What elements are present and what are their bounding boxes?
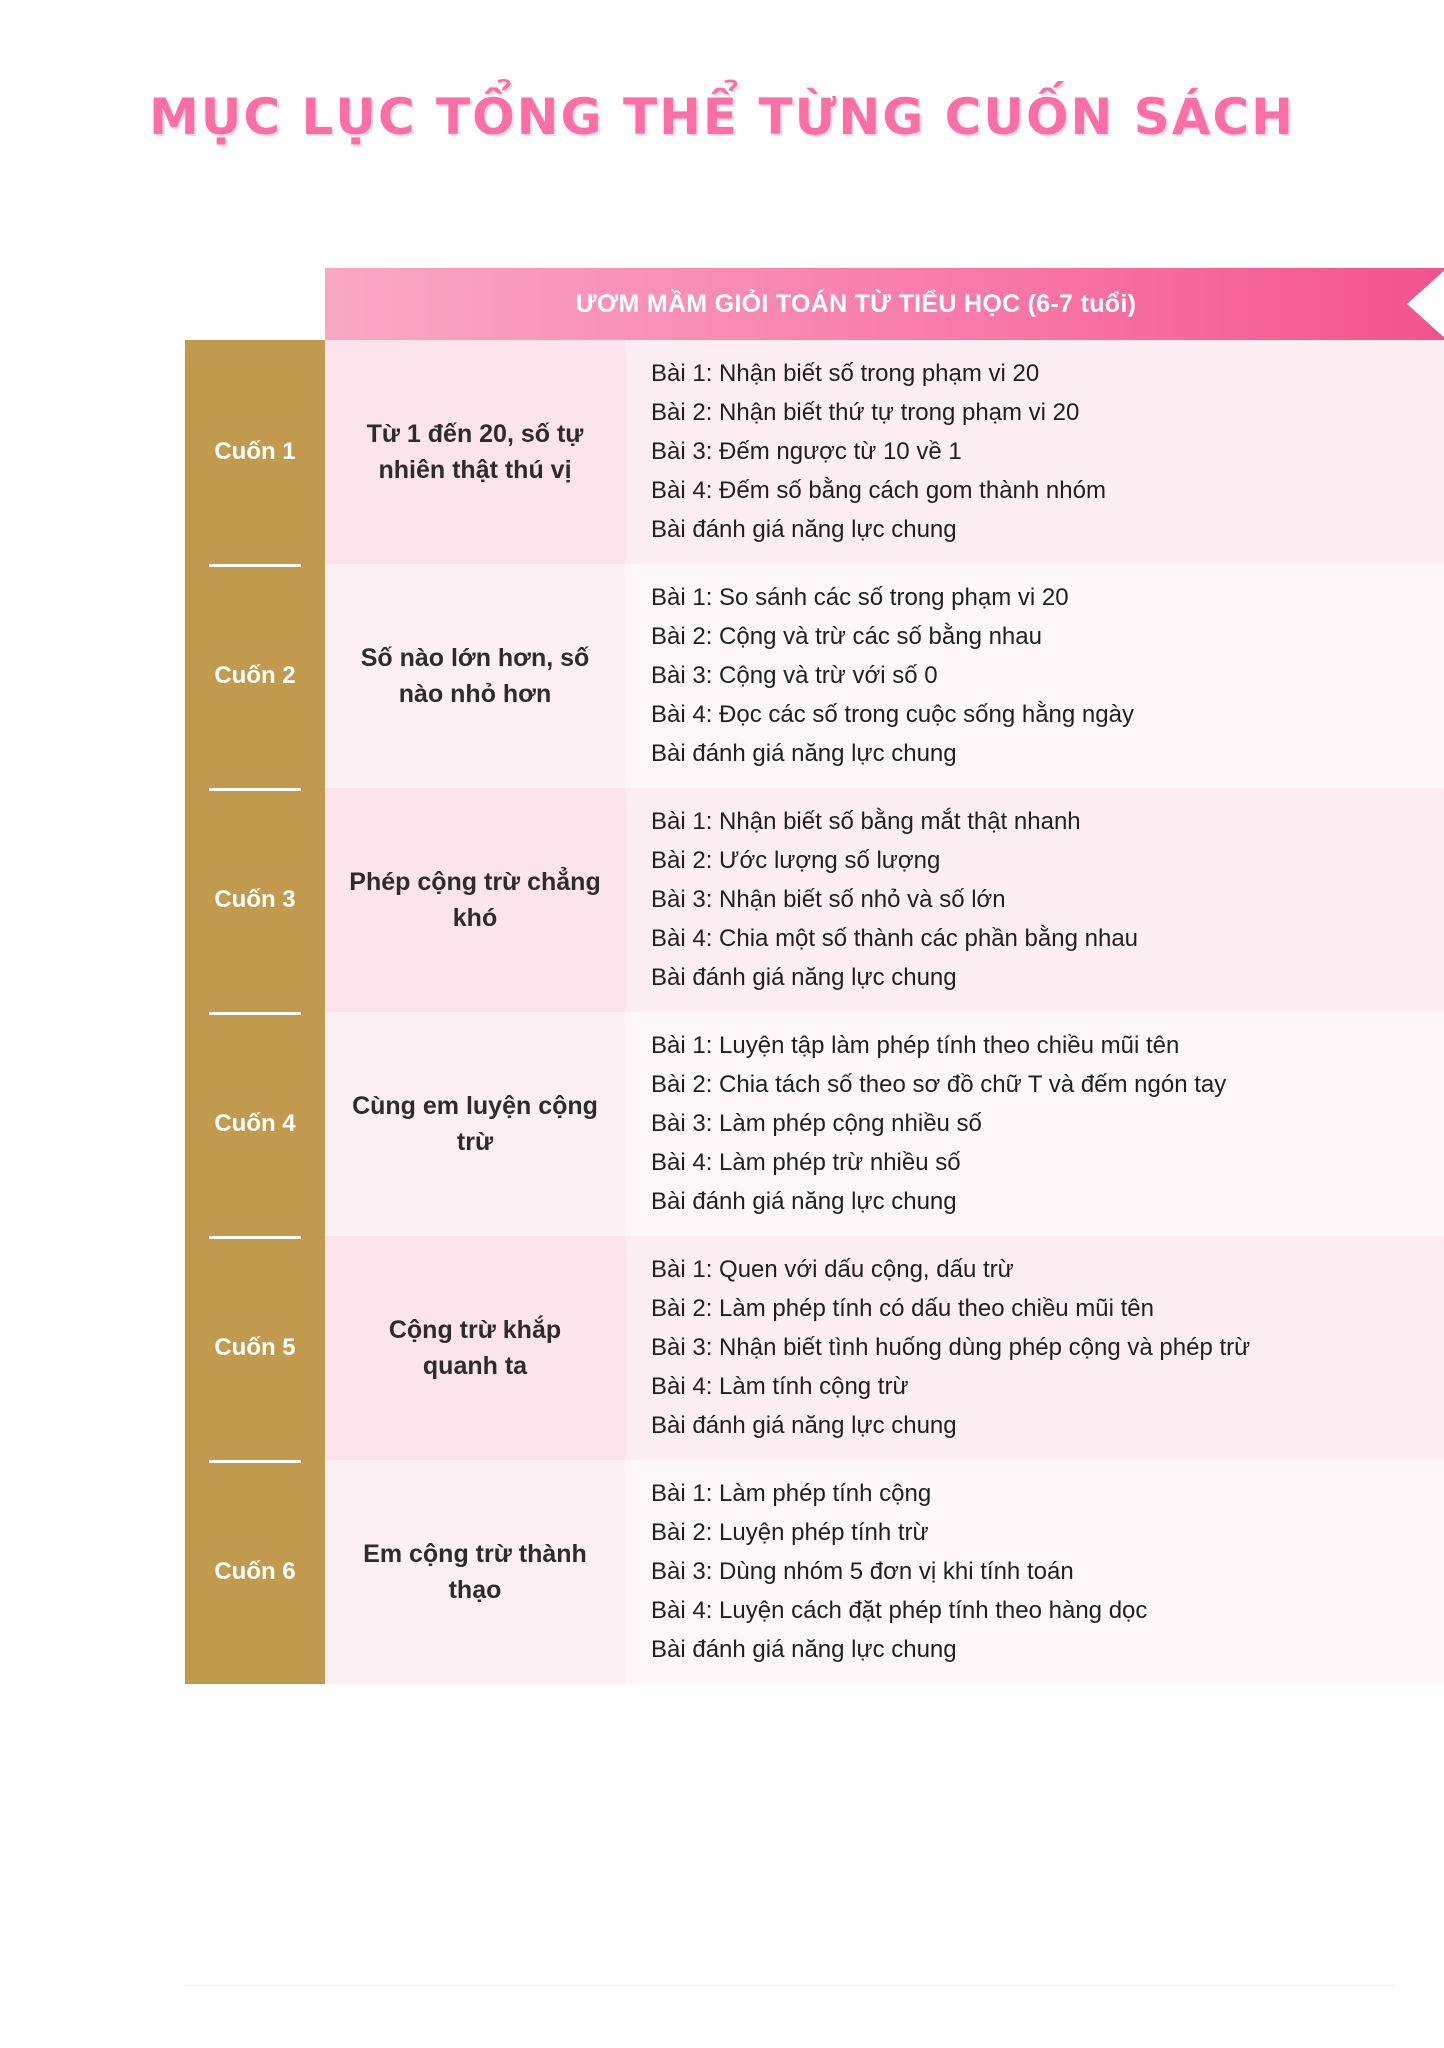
topic-cell: Cộng trừ khắp quanh ta xyxy=(325,1236,625,1460)
list-item: Bài 4: Chia một số thành các phần bằng nhau xyxy=(651,925,1139,952)
lesson-list xyxy=(625,564,1444,788)
list-item: Bài 3: Cộng và trừ với số 0 xyxy=(651,662,938,689)
book-number-column xyxy=(185,340,325,1684)
topic-cell: Từ 1 đến 20, số tự nhiên thật thú vị xyxy=(325,340,625,564)
list-item: Bài 4: Làm tính cộng trừ xyxy=(651,1373,909,1400)
list-item: Bài 1: Quen với dấu cộng, dấu trừ xyxy=(651,1256,1014,1283)
table-header-label: ƯƠM MẦM GIỎI TOÁN TỪ TIỂU HỌC (6-7 tuổi) xyxy=(575,289,1137,318)
topic-cell: Em cộng trừ thành thạo xyxy=(325,1460,625,1684)
list-item: Bài 2: Ước lượng số lượng xyxy=(651,847,941,874)
list-item: Bài 2: Làm phép tính có dấu theo chiều mũi tên xyxy=(651,1295,1155,1322)
book-number-cell: Cuốn 5 xyxy=(185,1236,325,1460)
book-number-cell: Cuốn 2 xyxy=(185,564,325,788)
book-number-cell: Cuốn 1 xyxy=(214,438,296,465)
list-item: Bài đánh giá năng lực chung xyxy=(651,964,957,991)
list-item: Bài 1: Nhận biết số trong phạm vi 20 xyxy=(651,360,1040,387)
list-item: Bài đánh giá năng lực chung xyxy=(651,1412,957,1439)
list-item: Bài 2: Luyện phép tính trừ xyxy=(651,1519,929,1546)
list-item: Bài 4: Luyện cách đặt phép tính theo hàng dọc xyxy=(651,1597,1148,1624)
list-item: Bài 3: Đếm ngược từ 10 về 1 xyxy=(651,438,962,465)
book-number-cell: Cuốn 6 xyxy=(185,1460,325,1684)
table-row xyxy=(325,340,1444,564)
table-header-banner xyxy=(325,268,1444,340)
list-item: Bài 1: Nhận biết số bằng mắt thật nhanh xyxy=(651,808,1081,835)
lesson-list xyxy=(625,788,1444,1012)
book-rows-column xyxy=(325,340,1444,1684)
list-item: Bài đánh giá năng lực chung xyxy=(651,1188,957,1215)
table-row xyxy=(325,1460,1444,1684)
topic-cell: Phép cộng trừ chẳng khó xyxy=(325,788,625,1012)
table-row xyxy=(325,1236,1444,1460)
list-item: Bài đánh giá năng lực chung xyxy=(651,516,957,543)
lesson-list xyxy=(625,1460,1444,1684)
list-item: Bài 4: Đếm số bằng cách gom thành nhóm xyxy=(651,477,1106,504)
list-item: Bài 4: Đọc các số trong cuộc sống hằng ngày xyxy=(651,701,1134,728)
list-item: Bài 2: Chia tách số theo sơ đồ chữ T và đếm ngón tay xyxy=(651,1071,1227,1098)
list-item: Bài 1: So sánh các số trong phạm vi 20 xyxy=(651,584,1069,611)
table-row xyxy=(325,1012,1444,1236)
list-item: Bài 4: Làm phép trừ nhiều số xyxy=(651,1149,961,1176)
lesson-list xyxy=(625,1236,1444,1460)
list-item: Bài 1: Làm phép tính cộng xyxy=(651,1480,932,1507)
list-item: Bài 3: Làm phép cộng nhiều số xyxy=(651,1110,982,1137)
table-row xyxy=(325,564,1444,788)
topic-cell: Số nào lớn hơn, số nào nhỏ hơn xyxy=(325,564,625,788)
list-item: Bài 3: Nhận biết số nhỏ và số lớn xyxy=(651,886,1006,913)
book-number-cell: Cuốn 3 xyxy=(185,788,325,1012)
table-body xyxy=(185,340,1444,1684)
table-row xyxy=(325,788,1444,1012)
ribbon-notch-icon xyxy=(1407,268,1444,340)
lesson-list xyxy=(625,340,1444,564)
topic-cell: Cùng em luyện cộng trừ xyxy=(325,1012,625,1236)
page-title: MỤC LỤC TỔNG THỂ TỪNG CUỐN SÁCH xyxy=(149,88,1295,146)
list-item: Bài 2: Nhận biết thứ tự trong phạm vi 20 xyxy=(651,399,1080,426)
list-item: Bài 2: Cộng và trừ các số bằng nhau xyxy=(651,623,1042,650)
footer-divider xyxy=(185,1985,1395,1986)
book-number-cell: Cuốn 4 xyxy=(185,1012,325,1236)
lesson-list xyxy=(625,1012,1444,1236)
list-item: Bài 3: Nhận biết tình huống dùng phép cộng và phép trừ xyxy=(651,1334,1251,1361)
list-item: Bài 3: Dùng nhóm 5 đơn vị khi tính toán xyxy=(651,1558,1074,1585)
list-item: Bài đánh giá năng lực chung xyxy=(651,1636,957,1663)
contents-table xyxy=(185,268,1444,1684)
list-item: Bài 1: Luyện tập làm phép tính theo chiều mũi tên xyxy=(651,1032,1180,1059)
list-item: Bài đánh giá năng lực chung xyxy=(651,740,957,767)
